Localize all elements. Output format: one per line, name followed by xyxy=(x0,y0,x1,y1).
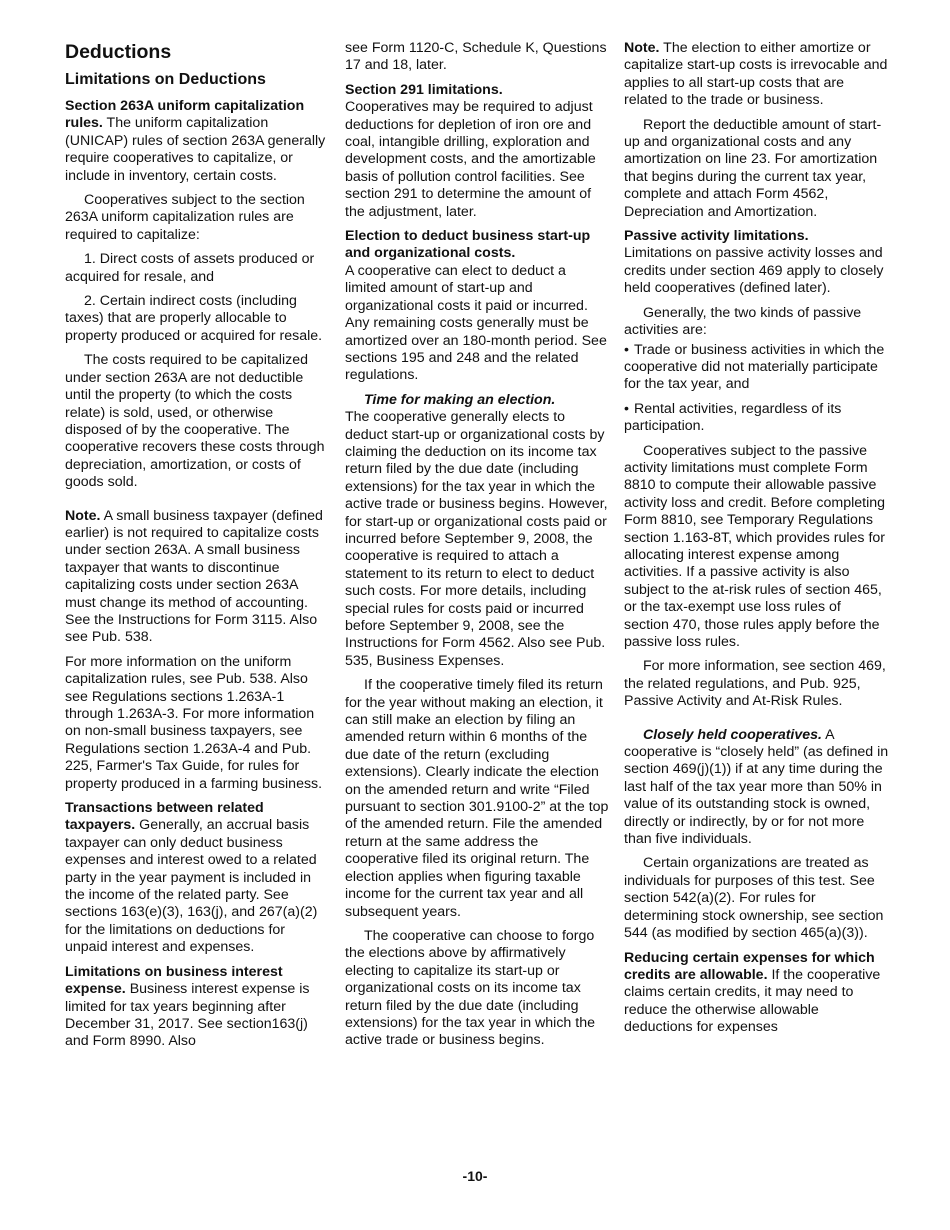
closely-heading: Closely held cooperatives. xyxy=(643,726,822,743)
s291-paragraph xyxy=(345,82,610,221)
closely-body: A cooperative is “closely held” (as defined in section 469(j)(1)) if at any time during the last half of the tax year more than 50% in value of its outstanding stock is owned, directly or indirectly, by or for not more than five individuals. xyxy=(624,726,889,848)
passive-body: Limitations on passive activity losses and credits under section 469 apply to closely held cooperatives (defined later). xyxy=(624,245,884,297)
passive-heading: Passive activity limitations. xyxy=(624,228,809,245)
continued-paragraph: see Form 1120-C, Schedule K, Questions 17 and 18, later. xyxy=(345,40,607,74)
column-3 xyxy=(624,40,889,1044)
column-2 xyxy=(345,40,610,1057)
note-body: The election to either amortize or capitalize start-up costs is irrevocable and applies to all start-up costs that are related to the trade or business. xyxy=(624,40,888,109)
time-paragraph xyxy=(345,392,610,671)
forgo-paragraph: The cooperative can choose to forgo the elections above by affirmatively electing to capitalize its start-up or organizational costs on its income tax return filed by the due date (including extensions) for the tax year in which the active trade or business begins. xyxy=(345,927,595,1049)
certain-paragraph: Certain organizations are treated as individuals for purposes of this test. See section 542(a)(2). For rules for determining stock ownership, see section 544 (as modified by section 465(a)(3)). xyxy=(624,855,884,942)
costs-paragraph: The costs required to be capitalized under section 263A are not deductible until the property (to which the costs relate) is sold, used, or otherwise disposed of by the cooperative. The cooperative recovers these costs through depreciation, amortization, or costs of goods sold. xyxy=(65,352,325,491)
s291-body: Cooperatives may be required to adjust deductions for depletion of iron ore and coal, intangible drilling, exploration and development costs, and the amortizable basis of pollution control facilities. See section 291 to determine the amount of the adjustment, later. xyxy=(345,99,596,220)
time-body: The cooperative generally elects to deduct start-up or organizational costs by claiming the deduction on its income tax return filed by the due date (including extensions) for the tax year in which the active trade or business begins. However, for start-up or organizational costs paid or incurred before September 9, 2008, the cooperative is required to attach a statement to its return to elect to deduct such costs. For more details, including special rules for costs paid or incurred before September 9, 2008, see the Instructions for Form 4562. Also see Pub. 535, Business Expenses. xyxy=(345,409,608,669)
interest-body: Business interest expense is limited for tax years beginning after December 31, 2017. See section163(j) and Form 8990. Also xyxy=(65,981,310,1050)
list-item-1: 1. Direct costs of assets produced or acquired for resale, and xyxy=(65,251,315,285)
note-body: A small business taxpayer (defined earlier) is not required to capitalize costs under section 263A. A small business taxpayer that wants to discontinue capitalizing costs under section 263A must change its method of accounting. See the Instructions for Form 3115. Also see Pub. 538. xyxy=(65,507,323,646)
note-paragraph xyxy=(65,508,330,647)
unicap-paragraph xyxy=(65,98,330,185)
interest-paragraph xyxy=(65,964,330,1051)
interest-heading: Limitations on business interest expense. xyxy=(65,963,283,998)
subsection-title: Limitations on Deductions xyxy=(65,71,266,88)
section-title: Deductions xyxy=(65,41,172,63)
report-paragraph: Report the deductible amount of start-up and organizational costs and any amortization on line 23. For amortization that begins during the current tax year, complete and attach Form 4562, Depreciation and Amortization. xyxy=(624,116,882,220)
bullet-item-1: • Trade or business activities in which the cooperative did not materially participate for the tax year, and xyxy=(624,342,889,394)
related-paragraph xyxy=(65,800,330,957)
page-number: -10- xyxy=(462,1168,488,1184)
note-paragraph xyxy=(624,40,889,110)
closely-paragraph xyxy=(624,727,889,849)
election-heading: Election to deduct business start-up and organizational costs. xyxy=(345,228,591,262)
election-body: A cooperative can elect to deduct a limited amount of start-up and organizational costs it paid or incurred. Any remaining costs generally must be amortized over an 180-month period. See sections 195 and 248 and the related regulations. xyxy=(345,262,607,384)
reducing-body: If the cooperative claims certain credits, it may need to reduce the otherwise allowable deductions for expenses xyxy=(624,966,881,1036)
bullet-item-2: • Rental activities, regardless of its participation. xyxy=(624,401,889,436)
capitalize-paragraph: Cooperatives subject to the section 263A uniform capitalization rules are required to capitalize: xyxy=(65,192,305,243)
more-info-paragraph: For more information on the uniform capitalization rules, see Pub. 538. Also see Regulations sections 1.263A-1 through 1.263A-3. For more information on non-small business taxpayers, see Regulations section 1.263A-4 and Pub. 225, Farmer's Tax Guide, for rules for property produced in a farming business. xyxy=(65,653,323,792)
time-heading: Time for making an election. xyxy=(364,391,556,408)
reducing-heading: Reducing certain expenses for which credits are allowable. xyxy=(624,949,875,983)
related-heading: Transactions between related taxpayers. xyxy=(65,800,264,834)
related-body: Generally, an accrual basis taxpayer can only deduct business expenses and interest owed to a related party in the year payment is included in the income of the related party. See sections 163(e)(3), 163(j), and 267(a)(2) for the limitations on deductions for unpaid interest and expenses. xyxy=(65,817,318,956)
s291-heading: Section 291 limitations. xyxy=(345,81,503,98)
column-1 xyxy=(65,40,330,1058)
reducing-paragraph xyxy=(624,950,889,1037)
subject-paragraph: Cooperatives subject to the passive activity limitations must complete Form 8810 to compute their allowable passive activity loss and credit. Before completing Form 8810, see Temporary Regulations section 1.163-8T, which provides rules for allocating interest expense among activities. If a passive activity is also subject to the at-risk rules of section 465, or the tax-exempt use loss rules of section 470, those rules apply before the passive loss rules. xyxy=(624,442,886,650)
generally-paragraph: Generally, the two kinds of passive activities are: xyxy=(624,304,862,339)
more-info-paragraph: For more information, see section 469, the related regulations, and Pub. 925, Passive Activity and At-Risk Rules. xyxy=(624,658,886,710)
note-label: Note. xyxy=(624,40,660,56)
note-label: Note. xyxy=(65,507,101,524)
timely-paragraph: If the cooperative timely filed its return for the year without making an election, it can still make an election by filing an amended return within 6 months of the due date of the return (excluding extensions). Clearly indicate the election on the amended return and write “Filed pursuant to section 301.9100-2” at the top of the amended return. File the amended return at the same address the cooperative filed its original return. The election applies when figuring taxable income for the current tax year and all subsequent years. xyxy=(345,677,609,920)
passive-paragraph xyxy=(624,228,889,298)
election-paragraph xyxy=(345,228,610,385)
unicap-body: The uniform capitalization (UNICAP) rules of section 263A generally require cooperatives to capitalize, or include in inventory, certain costs. xyxy=(65,115,326,184)
unicap-heading: Section 263A uniform capitalization rules. xyxy=(65,98,305,132)
list-item-2: 2. Certain indirect costs (including taxes) that are properly allocable to property produced or acquired for resale. xyxy=(65,293,323,344)
